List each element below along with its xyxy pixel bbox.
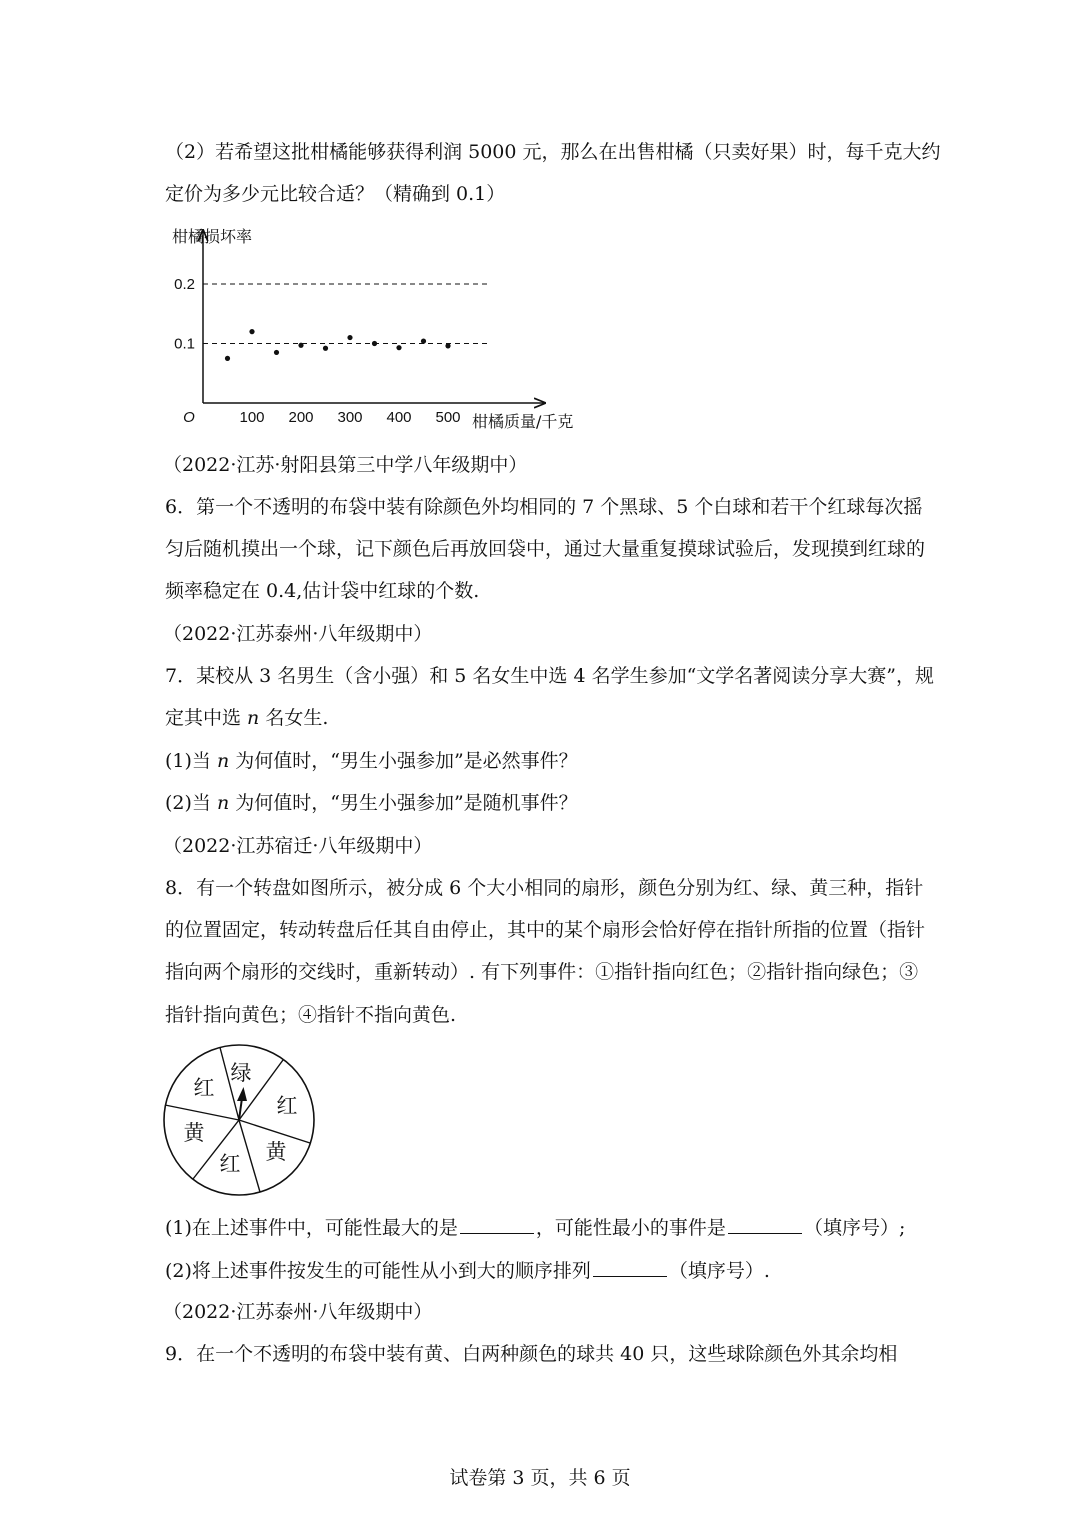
q5-part2-line2: 定价为多少元比较合适？（精确到 0.1）	[165, 183, 506, 205]
q8-line1: 8．有一个转盘如图所示，被分成 6 个大小相同的扇形，颜色分别为红、绿、黄三种，指针	[165, 877, 924, 899]
q6-line1: 6．第一个不透明的布袋中装有除颜色外均相同的 7 个黑球、5 个白球和若干个红球每次摇	[165, 496, 923, 518]
data-point-5	[323, 346, 328, 351]
q6-line2: 匀后随机摸出一个球，记下颜色后再放回袋中，通过大量重复摸球试验后，发现摸到红球的	[165, 538, 926, 560]
x-tick-label-400: 400	[386, 409, 412, 426]
data-point-3	[274, 350, 279, 355]
data-point-9	[421, 339, 426, 344]
q9-source: （2022·江苏泰州·八年级期中）	[163, 1301, 433, 1323]
data-point-2	[249, 329, 254, 334]
x-axis-title: 柑橘质量/千克	[472, 412, 574, 431]
data-point-6	[347, 335, 352, 340]
data-point-4	[298, 343, 303, 348]
x-tick-label-500: 500	[435, 409, 461, 426]
q8-source: （2022·江苏宿迁·八年级期中）	[163, 835, 433, 857]
q7-line2	[165, 706, 925, 730]
answer-blank-3[interactable]	[593, 1258, 667, 1277]
data-point-1	[225, 356, 230, 361]
q8-sub1-text-c: （填序号）;	[803, 1217, 906, 1239]
q8-sub2-text-b: （填序号）.	[668, 1260, 770, 1282]
x-tick-label-100: 100	[239, 409, 265, 426]
q7-sub2-text-b: 为何值时，“男生小强参加”是随机事件？	[229, 792, 578, 814]
q7-line2-text-b: 名女生.	[259, 707, 329, 729]
q7-variable-n: n	[247, 707, 260, 729]
wheel-label-yellow-bottom-right: 黄	[265, 1140, 287, 1164]
spinner-wheel	[160, 1043, 320, 1197]
q7-sub2-variable-n: n	[216, 792, 230, 814]
answer-blank-1[interactable]	[460, 1215, 534, 1234]
q9-line1: 9．在一个不透明的布袋中装有黄、白两种颜色的球共 40 只，这些球除颜色外其余均相	[165, 1343, 898, 1365]
q6-source: （2022·江苏·射阳县第三中学八年级期中）	[163, 454, 528, 476]
wheel-label-red-top-left: 红	[193, 1076, 215, 1100]
q8-sub2	[165, 1258, 925, 1283]
y-axis-title: 柑橘损坏率	[172, 227, 253, 246]
q8-line2: 的位置固定，转动转盘后任其自由停止，其中的某个扇形会恰好停在指针所指的位置（指针	[165, 919, 926, 941]
q7-sub2	[165, 791, 925, 815]
answer-blank-2[interactable]	[728, 1215, 802, 1234]
q8-sub1-text-a: (1)在上述事件中，可能性最大的是	[165, 1217, 458, 1239]
y-tick-label-0.2: 0.2	[174, 276, 195, 293]
q5-part2-line1: （2）若希望这批柑橘能够获得利润 5000 元，那么在出售柑橘（只卖好果）时，每千克大约	[165, 141, 941, 163]
y-tick-label-0.1: 0.1	[174, 335, 195, 353]
q7-sub1-text-b: 为何值时，“男生小强参加”是必然事件？	[229, 750, 578, 772]
q6-line3: 频率稳定在 0.4,估计袋中红球的个数.	[165, 580, 480, 602]
q7-source: （2022·江苏泰州·八年级期中）	[163, 623, 433, 645]
q7-sub1	[165, 749, 925, 773]
wheel-label-red-right: 红	[276, 1094, 298, 1118]
q7-line2-text-a: 定其中选	[165, 707, 248, 729]
q7-sub1-variable-n: n	[216, 750, 230, 772]
q7-line1: 7．某校从 3 名男生（含小强）和 5 名女生中选 4 名学生参加“文学名著阅读分享大赛”，规	[165, 665, 935, 687]
wheel-label-yellow-left: 黄	[183, 1121, 205, 1145]
origin-label: O	[183, 409, 195, 426]
q8-sub1	[165, 1215, 925, 1240]
data-point-10	[445, 343, 450, 348]
q7-sub1-text-a: (1)当	[165, 750, 217, 772]
x-tick-label-200: 200	[288, 409, 314, 426]
q8-sub1-text-b: ，可能性最小的事件是	[535, 1217, 726, 1239]
page-footer: 试卷第 3 页，共 6 页	[449, 1467, 631, 1489]
q7-sub2-text-a: (2)当	[165, 792, 217, 814]
x-tick-label-300: 300	[337, 409, 363, 426]
data-point-8	[396, 345, 401, 350]
q8-line4: 指针指向黄色；④指针不指向黄色.	[165, 1004, 457, 1026]
data-point-7	[372, 341, 377, 346]
q8-line3: 指向两个扇形的交线时，重新转动）. 有下列事件：①指针指向红色；②指针指向绿色；③	[165, 961, 919, 983]
wheel-label-green-top: 绿	[230, 1061, 252, 1085]
q8-sub2-text-a: (2)将上述事件按发生的可能性从小到大的顺序排列	[165, 1260, 591, 1282]
wheel-label-red-bottom: 红	[219, 1152, 241, 1176]
